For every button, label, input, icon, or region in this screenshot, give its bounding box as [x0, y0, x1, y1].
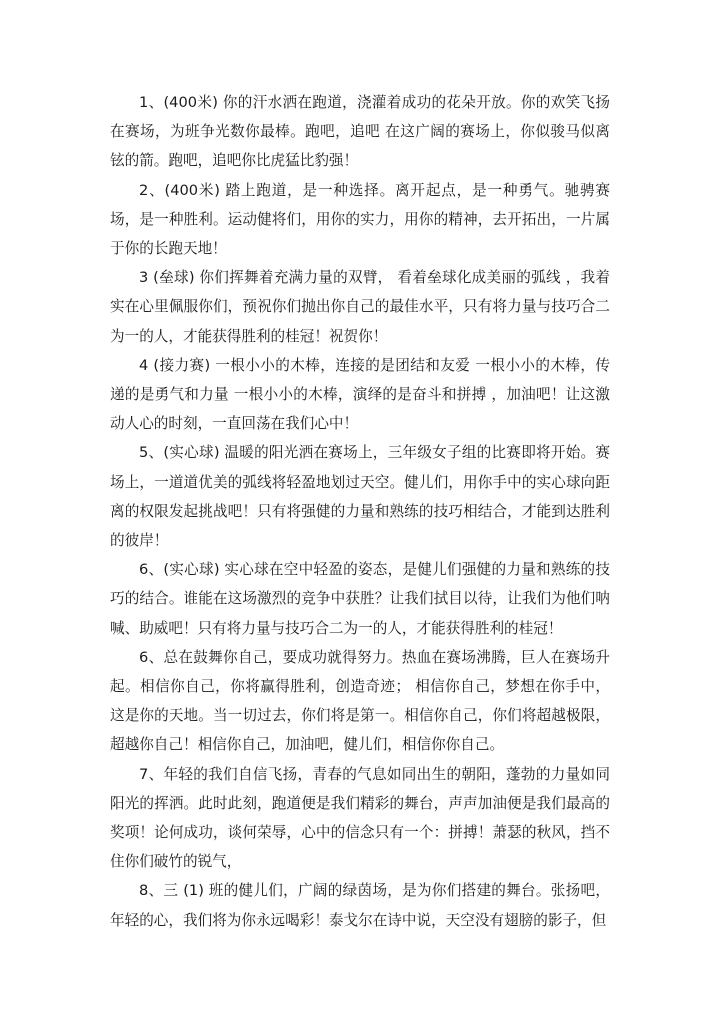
paragraph-2: 2、(400米) 踏上跑道，是一种选择。离开起点，是一种勇气。驰骋赛场，是一种胜利。运动健将们，用你的实力，用你的精神，去开拓出，一片属于你的长跑天地！: [110, 181, 610, 258]
paragraph-4: 4 (接力赛) 一根小小的木棒，连接的是团结和友爱 一根小小的木棒，传递的是勇气和力量 一根小小的木棒，演绎的是奋斗和拼搏 ，加油吧！让这激动人心的时刻，一直回荡在我们心中！: [110, 356, 610, 433]
paragraph-8: 7、年轻的我们自信飞扬，青春的气息如同出生的朝阳，蓬勃的力量如同阳光的挥洒。此时此刻，跑道便是我们精彩的舞台，声声加油便是我们最高的奖项！论何成功，谈何荣辱，心中的信念只有一个：拼搏！萧瑟的秋风，挡不住你们破竹的锐气，: [110, 765, 610, 871]
paragraph-7: 6、总在鼓舞你自己，要成功就得努力。热血在赛场沸腾，巨人在赛场升起。相信你自己，你将赢得胜利，创造奇迹； 相信你自己，梦想在你手中，这是你的天地。当一切过去，你们将是第一。相信你自己，你们将超越极限，超越你自己！相信你自己，加油吧，健儿们，相信你你自己。: [110, 648, 610, 754]
paragraph-5: 5、(实心球) 温暖的阳光洒在赛场上，三年级女子组的比赛即将开始。赛场上，一道道优美的弧线将轻盈地划过天空。健儿们，用你手中的实心球向距离的权限发起挑战吧！只有将强健的力量和熟练的技巧相结合，才能到达胜利的彼岸！: [110, 444, 610, 550]
paragraph-3: 3 (垒球) 你们挥舞着充满力量的双臂， 看着垒球化成美丽的弧线 ，我着实在心里佩服你们，预祝你们抛出你自己的最佳水平，只有将力量与技巧合二为一的人，才能获得胜利的桂冠！祝贺你！: [110, 269, 610, 345]
paragraph-9: 8、三 (1) 班的健儿们，广阔的绿茵场，是为你们搭建的舞台。张扬吧，年轻的心，我们将为你永远喝彩！泰戈尔在诗中说，天空没有翅膀的影子，但: [110, 882, 610, 929]
paragraph-6: 6、(实心球) 实心球在空中轻盈的姿态，是健儿们强健的力量和熟练的技巧的结合。谁能在这场激烈的竞争中获胜？让我们拭目以待，让我们为他们呐喊、助威吧！只有将力量与技巧合二为一的人，才能获得胜利的桂冠！: [110, 561, 610, 637]
paragraph-1: 1、(400米) 你的汗水洒在跑道，浇灌着成功的花朵开放。你的欢笑飞扬在赛场，为班争光数你最棒。跑吧，追吧 在这广阔的赛场上，你似骏马似离铉的箭。跑吧，追吧你比虎猛比豹强！: [110, 94, 610, 170]
